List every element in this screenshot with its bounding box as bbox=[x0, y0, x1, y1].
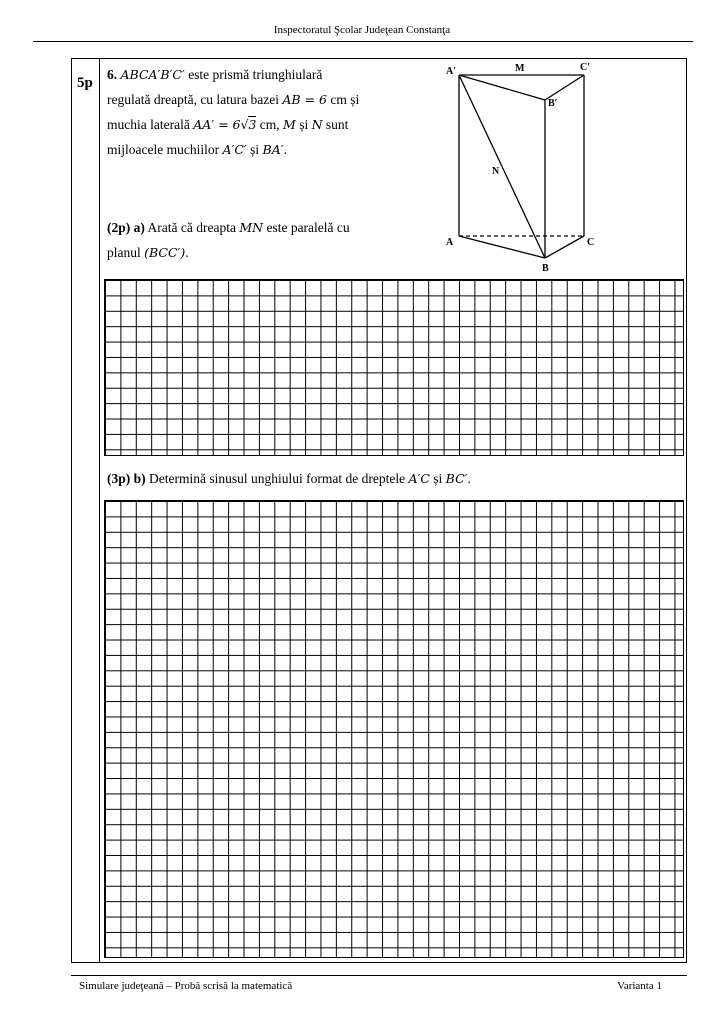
problem-points: 5p bbox=[77, 75, 93, 91]
ab-expression: AB = 6 bbox=[282, 92, 327, 107]
label-c: C bbox=[587, 237, 595, 248]
footer-right: Varianta 1 bbox=[617, 980, 662, 992]
sqrt-radicand: 3 bbox=[248, 117, 257, 132]
label-a: A bbox=[446, 237, 454, 248]
problem-statement bbox=[107, 62, 367, 162]
footer-left: Simulare judeţeană – Probă scrisă la matematică bbox=[79, 980, 293, 992]
prism-figure bbox=[440, 58, 610, 278]
statement-line-1: 6. ABCA′B′C′ este prismă triunghiulară bbox=[107, 67, 323, 82]
edge-ab bbox=[459, 236, 545, 258]
diagonal-a1b bbox=[459, 75, 545, 258]
label-c-prime: C′ bbox=[580, 62, 591, 73]
label-m: M bbox=[515, 63, 525, 74]
part-b-text: (3p) b) Determină sinusul unghiului format de dreptele A′C și BC′. bbox=[107, 471, 471, 486]
label-b-prime: B′ bbox=[548, 98, 558, 109]
sqrt-sign: √ bbox=[240, 117, 249, 132]
header-rule bbox=[33, 41, 693, 42]
part-b-points: (3p) bbox=[107, 471, 131, 486]
label-b: B bbox=[542, 263, 549, 274]
edge-bc bbox=[545, 236, 584, 258]
part-a-letter: a) bbox=[133, 220, 145, 235]
answer-grid-part-b[interactable] bbox=[104, 500, 684, 958]
edge-b1c1 bbox=[545, 75, 584, 100]
prism-name: ABCA′B′C′ bbox=[120, 67, 185, 82]
statement-line-4: mijloacele muchiilor A′C′ și BA′. bbox=[107, 142, 287, 157]
edge-a1b1 bbox=[459, 75, 545, 100]
label-a-prime: A′ bbox=[446, 66, 457, 77]
answer-grid-part-a[interactable] bbox=[104, 279, 684, 456]
aa-expression: AA′ = 6 bbox=[193, 117, 241, 132]
problem-number: 6. bbox=[107, 67, 118, 82]
part-b-letter: b) bbox=[133, 471, 146, 486]
part-a-text: (2p) a) Arată că dreapta MN este paralelă cu planul (BCC′). bbox=[107, 220, 350, 260]
label-n: N bbox=[492, 166, 500, 177]
points-column-divider bbox=[99, 58, 100, 963]
part-a-points: (2p) bbox=[107, 220, 131, 235]
statement-line-2: regulată dreaptă, cu latura bazei AB = 6 cm și bbox=[107, 92, 360, 107]
footer-rule bbox=[71, 975, 687, 976]
statement-line-3: muchia laterală AA′ = 6√3 cm, M și N sunt bbox=[107, 117, 349, 132]
page-header: Inspectoratul Şcolar Judeţean Constanţa bbox=[273, 24, 451, 36]
